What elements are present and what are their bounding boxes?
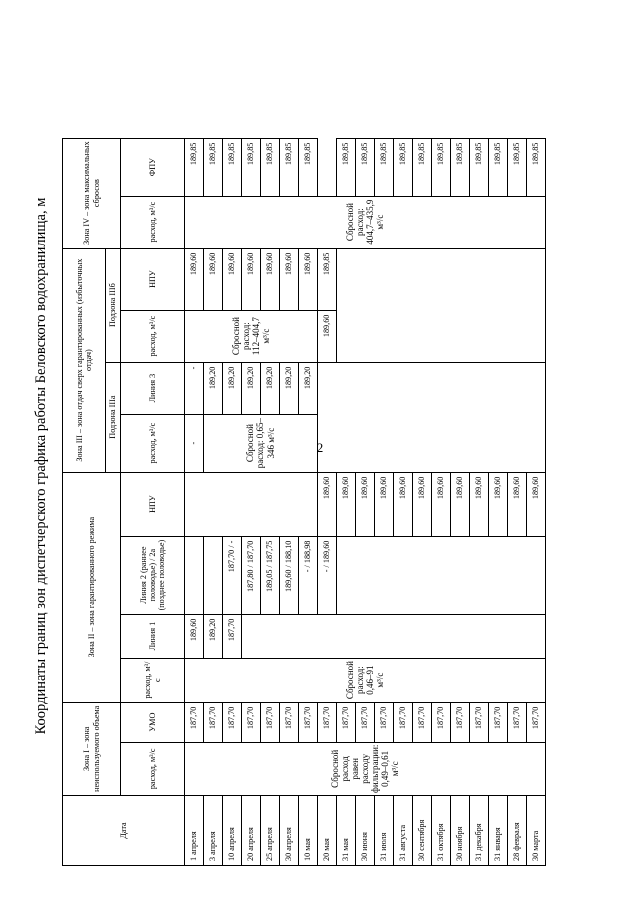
umo-cell: 187,70 (470, 702, 489, 742)
fpu-cell: 189,85 (280, 138, 299, 196)
header-subzone-3a: Подзона IIIа (106, 362, 121, 472)
line2-empty (337, 536, 546, 614)
date-cell: 31 августа (394, 796, 413, 866)
fpu-cell: 189,85 (242, 138, 261, 196)
npu-zone2-cell: 189,60 (318, 472, 337, 536)
line2-cell (204, 536, 223, 614)
zone1-discharge-note: Сбросной расход равен расходу фильтрации: 0,49–0,61 м³/с (185, 742, 546, 795)
date-cell: 31 мая (337, 796, 356, 866)
umo-cell: 187,70 (204, 702, 223, 742)
fpu-cell: 189,85 (470, 138, 489, 196)
umo-cell: 187,70 (242, 702, 261, 742)
umo-cell: 187,70 (337, 702, 356, 742)
zone3a-empty (318, 362, 546, 472)
date-cell: 25 апреля (261, 796, 280, 866)
header-zone2: Зона II – зона гарантированного режима (63, 472, 121, 702)
header-npu-zone3b: НПУ (121, 248, 185, 310)
line2-cell: 189,60 / 188,10 (280, 536, 299, 614)
fpu-cell: 189,85 (337, 138, 356, 196)
umo-cell: 187,70 (299, 702, 318, 742)
zone2-discharge-note: Сбросной расход: 0,46–91 м³/с (185, 658, 546, 702)
header-line2: Линия 2 (раннее половодье) / 2а (позднее половодье) (121, 536, 185, 614)
npu-zone2-empty (185, 472, 318, 536)
date-cell: 20 мая (318, 796, 337, 866)
fpu-cell: 189,85 (185, 138, 204, 196)
npu-zone2-cell: 189,60 (375, 472, 394, 536)
header-flow-zone1: расход, м³/с (121, 742, 185, 795)
umo-cell: 187,70 (527, 702, 546, 742)
line2-cell: 187,70 / - (223, 536, 242, 614)
zone3b-empty (337, 248, 546, 362)
line1-cell: 187,70 (223, 614, 242, 658)
fpu-cell: 189,85 (394, 138, 413, 196)
npu-zone2-cell: 189,60 (413, 472, 432, 536)
line3-cell: 189,20 (261, 362, 280, 414)
npu-zone3b-cell: 189,60 (204, 248, 223, 310)
umo-cell: 187,70 (432, 702, 451, 742)
zone3a-discharge-note: Сбросной расход: 0,65–346 м³/с (204, 414, 318, 472)
zone4-discharge-note: Сбросной расход: 404,7–435,9 м³/с (185, 196, 546, 248)
header-line3: Линия 3 (121, 362, 185, 414)
umo-cell: 187,70 (451, 702, 470, 742)
npu-zone3b-cell: 189,60 (185, 248, 204, 310)
umo-cell: 187,70 (508, 702, 527, 742)
date-cell: 20 апреля (242, 796, 261, 866)
header-umo: УМО (121, 702, 185, 742)
fpu-cell: 189,85 (261, 138, 280, 196)
date-cell: 30 сентября (413, 796, 432, 866)
fpu-cell: 189,85 (527, 138, 546, 196)
npu-zone2-cell: 189,60 (432, 472, 451, 536)
fpu-cell: 189,85 (356, 138, 375, 196)
umo-cell: 187,70 (185, 702, 204, 742)
line2-cell: - / 188,98 (299, 536, 318, 614)
zone-boundaries-table (62, 138, 546, 866)
date-cell: 1 апреля (185, 796, 204, 866)
header-npu-zone2: НПУ (121, 472, 185, 536)
npu-zone3b-cell: 189,60 (261, 248, 280, 310)
fpu-cell: 189,85 (299, 138, 318, 196)
umo-cell: 187,70 (261, 702, 280, 742)
npu-zone3b-cell: 189,60 (299, 248, 318, 310)
umo-cell: 187,70 (394, 702, 413, 742)
umo-cell: 187,70 (356, 702, 375, 742)
line1-empty (242, 614, 546, 658)
header-flow-zone3a: расход, м³/с (121, 414, 185, 472)
header-line1: Линия 1 (121, 614, 185, 658)
line3-cell: 189,20 (204, 362, 223, 414)
date-cell: 31 июля (375, 796, 394, 866)
page-number: 2 (316, 440, 324, 455)
fpu-cell: 189,85 (432, 138, 451, 196)
fpu-cell: 189,85 (508, 138, 527, 196)
zone3b-discharge-note: Сбросной расход: 112–404,7 м³/с (185, 310, 318, 362)
npu-zone2-cell: 189,60 (356, 472, 375, 536)
date-cell: 3 апреля (204, 796, 223, 866)
npu-zone3b-cell: 189,60 (223, 248, 242, 310)
line2-cell (185, 536, 204, 614)
date-cell: 31 декабря (470, 796, 489, 866)
line1-cell: 189,60 (185, 614, 204, 658)
header-zone1: Зона I – зона неиспользуемого объема (63, 702, 121, 795)
table-row (185, 138, 204, 865)
fpu-cell: 189,85 (489, 138, 508, 196)
date-cell: 31 января (489, 796, 508, 866)
date-cell: 10 мая (299, 796, 318, 866)
npu-zone2-cell: 189,60 (489, 472, 508, 536)
fpu-cell: 189,85 (451, 138, 470, 196)
header-flow-zone4: расход, м³/с (121, 196, 185, 248)
date-cell: 30 июня (356, 796, 375, 866)
umo-cell: 187,70 (489, 702, 508, 742)
fpu-cell: 189,85 (204, 138, 223, 196)
date-cell: 31 октября (432, 796, 451, 866)
npu-zone2-cell: 189,60 (451, 472, 470, 536)
header-zone3: Зона III – зона отдач сверх гарантированных (избыточных отдач) (63, 248, 106, 472)
fpu-cell: 189,85 (223, 138, 242, 196)
line3-cell: - (185, 362, 204, 414)
header-flow-zone3b: расход, м³/с (121, 310, 185, 362)
npu-zone3b-cell: 189,60 (318, 310, 337, 362)
document-title: Координаты границ зон диспетчерского графика работы Беловского водохранилища, м (33, 197, 49, 735)
umo-cell: 187,70 (413, 702, 432, 742)
header-date: Дата (63, 796, 185, 866)
npu-zone3b-cell: 189,60 (280, 248, 299, 310)
line3-cell: 189,20 (242, 362, 261, 414)
line3-cell: 189,20 (223, 362, 242, 414)
line2-cell: 189,05 / 187,75 (261, 536, 280, 614)
header-zone4: Зона IV – зона максимальных сбросов (63, 138, 121, 248)
umo-cell: 187,70 (318, 702, 337, 742)
npu-zone2-cell: 189,60 (394, 472, 413, 536)
line1-cell: 189,20 (204, 614, 223, 658)
line3-cell: 189,20 (299, 362, 318, 414)
fpu-cell: 189,85 (318, 248, 337, 310)
npu-zone2-cell: 189,60 (508, 472, 527, 536)
date-cell: 30 марта (527, 796, 546, 866)
fpu-cell: 189,85 (413, 138, 432, 196)
umo-cell: 187,70 (280, 702, 299, 742)
date-cell: 30 апреля (280, 796, 299, 866)
date-cell: 30 ноября (451, 796, 470, 866)
umo-cell: 187,70 (223, 702, 242, 742)
rotated-page-content (30, 66, 541, 866)
date-cell: 10 апреля (223, 796, 242, 866)
flow-zone3a-dash: - (185, 414, 204, 472)
header-fpu: ФПУ (121, 138, 185, 196)
umo-cell: 187,70 (375, 702, 394, 742)
date-cell: 28 февраля (508, 796, 527, 866)
npu-zone2-cell: 189,60 (470, 472, 489, 536)
npu-zone3b-cell: 189,60 (242, 248, 261, 310)
fpu-cell: 189,85 (375, 138, 394, 196)
line2-cell: 187,80 / 187,70 (242, 536, 261, 614)
npu-zone2-cell: 189,60 (527, 472, 546, 536)
header-subzone-3b: Подзона IIIб (106, 248, 121, 362)
line2-cell: - / 189,60 (318, 536, 337, 614)
npu-zone2-cell: 189,60 (337, 472, 356, 536)
line3-cell: 189,20 (280, 362, 299, 414)
header-flow-zone2: расход, м³/с (121, 658, 185, 702)
